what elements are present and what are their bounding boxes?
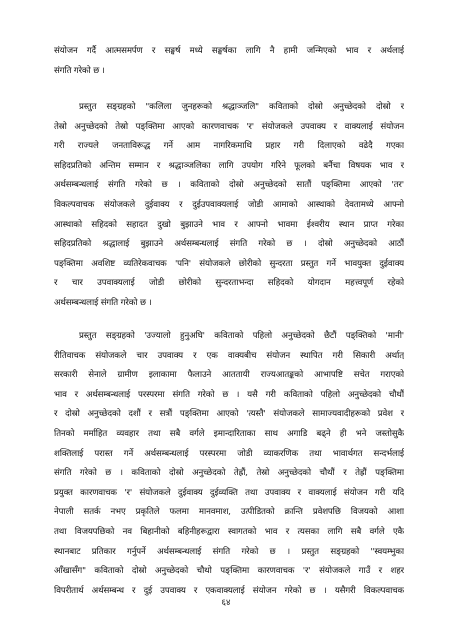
text-line: तिनको मर्माहित व्यवहार तथा सबै वर्गले इमान्दारिताका साथ अगाडि बढ्ने ही भने जस्तोसुकै: [54, 428, 404, 439]
text-line: नेपाली सतर्क नभए प्रकृतिले फलमा मानवमाश, उत्पीडितको क्रान्ति प्रवेशपछि विजयको आशा: [54, 507, 404, 518]
text-line: तेस्रो अनुच्छेदको तेस्रो पङ्क्तिमा आएको कारणवाचक 'र' संयोजकले उपवाक्य र वाक्यलाई संयोजन: [54, 121, 404, 132]
text-line: आस्थाको सहिदको सहादत दुखो बुझाउने भाव र आफ्नो भावमा ईश्वरीय स्थान प्राप्त गरेका: [54, 219, 404, 230]
text-line: आँखासँग" कविताको दोस्रो अनुच्छेदको चौथो पङ्क्तिमा कारणवाचक 'र' संयोजकले गाउँ र शहर: [54, 566, 404, 577]
text-line: विकल्पवाचक संयोजकले दुईवाक्य र दुईउपवाक्यलाई जोडी आमाको आस्थाको देवतामध्ये आफ्नो: [54, 199, 404, 210]
paragraph-3: [54, 327, 404, 601]
text-line: र दोस्रो अनुच्छेदको दशौं र सत्रौं पङ्क्तिमा आएको 'त्यस्तै' संयोजकले सामाज्यवादीहरूको प्रवेश र: [54, 409, 404, 420]
text-line: प्रस्तुत सङ्ग्रहको 'उज्यालो हुनुअघि' कविताको पहिलो अनुच्छेदको छैटौं पङ्क्तिको 'मानी': [79, 331, 404, 341]
text-line: तथा विजयपछिको नव बिहानीको बहिनीहरूद्वारा स्वागतको भाव र त्यसका लागि सबै वर्गले एकै: [54, 526, 404, 537]
text-line: विपरीतार्थ अर्थसम्बन्ध र दुई उपवाक्य र एकवाक्यलाई संयोजन गरेको छ । यसैगरी विकल्पवाचक: [54, 585, 404, 596]
text-line: सहिदप्रतिको श्रद्धालाई बुझाउने अर्थसम्बन्धलाई संगति गरेको छ । दोस्रो अनुच्छेदको आठौं: [54, 239, 404, 250]
text-line: अर्थसम्बन्धलाई संगति गरेको छ ।: [54, 297, 152, 308]
page-number: ६४: [221, 598, 231, 608]
text-line: अर्थसम्बन्धलाई संगति गरेको छ । कविताको दोस्रो अनुच्छेदको सातौं पङ्क्तिमा आएको 'तर': [54, 180, 404, 191]
text-line: संयोजन गर्दै आत्मसमर्पण र सङ्घर्ष मध्ये सङ्घर्षका लागि नै हामी जन्मिएको भाव र अर्थलाई: [54, 46, 404, 56]
text-line: पङ्क्तिमा अवशिष्ट व्यतिरेकवाचक 'पनि' संयोजकले छोरीको सुन्दरता प्रस्तुत गर्ने भावयुक्त दुईवाक्य: [54, 258, 404, 269]
text-line: सरकारी सेनाले ग्रामीण इलाकामा फैलाउने आततायी राज्यआतङ्कको आभापष्टि सचेत गराएको: [54, 370, 404, 381]
text-line: संगति गरेको छ ।: [54, 65, 105, 76]
text-line: संगति गरेको छ । कविताको दोस्रो अनुच्छेदको तेह्रौं, तेस्रो अनुच्छेदको चौथौं र तेह्रौं पङ्क्तिमा: [54, 468, 404, 479]
paragraph-2: [54, 98, 404, 314]
text-line: र चार उपवाक्यलाई जोडी छोरीको सुन्दरताभन्दा सहिदको योगदान महत्त्वपूर्ण रहेको: [54, 278, 404, 289]
text-line: स्थानबाट प्रतिकार गर्नुपर्ने अर्थसम्बन्धलाई संगति गरेको छ । प्रस्तुत सङ्ग्रहको "स्वयम्भुका: [54, 546, 404, 557]
paragraph-1: [54, 42, 404, 81]
text-line: रीतिवाचक संयोजकले चार उपवाक्य र एक वाक्यबीच संयोजन स्थापित गरी सिकारी अर्थात्: [54, 350, 404, 361]
text-line: सहिदप्रतिको अन्तिम सम्मान र श्रद्धाञ्जलिका लागि उपयोग गरिने फूलको बर्नैचा विषयक भाव र: [54, 160, 404, 171]
text-line: गरी राज्यले जनताविरूद्ध गर्ने आम नागरिकमाथि प्रहार गरी दिलाएको वढेदै गएका: [54, 141, 404, 152]
text-line: शक्तिलाई परास्त गर्ने अर्थसम्बन्धलाई परस्परमा जोडी व्याकरणिक तथा भावार्थगत सन्दर्भलाई: [54, 448, 404, 459]
text-line: प्रस्तुत सङ्ग्रहको "कलिला जुनहरूको श्रद्धाञ्जलि" कविताको दोस्रो अनुच्छेदको दोस्रो र: [79, 102, 404, 112]
text-line: प्रयुक्त कारणवाचक 'र' संयोजकले दुईवाक्य दुईव्यक्ति तथा उपवाक्य र वाक्यलाई संयोजन गरी यदि: [54, 487, 404, 498]
text-line: भाव र अर्थसम्बन्धलाई परस्परमा संगति गरेको छ । यसै गरी कविताको पहिलो अनुच्छेदको चौथौं: [54, 389, 404, 400]
